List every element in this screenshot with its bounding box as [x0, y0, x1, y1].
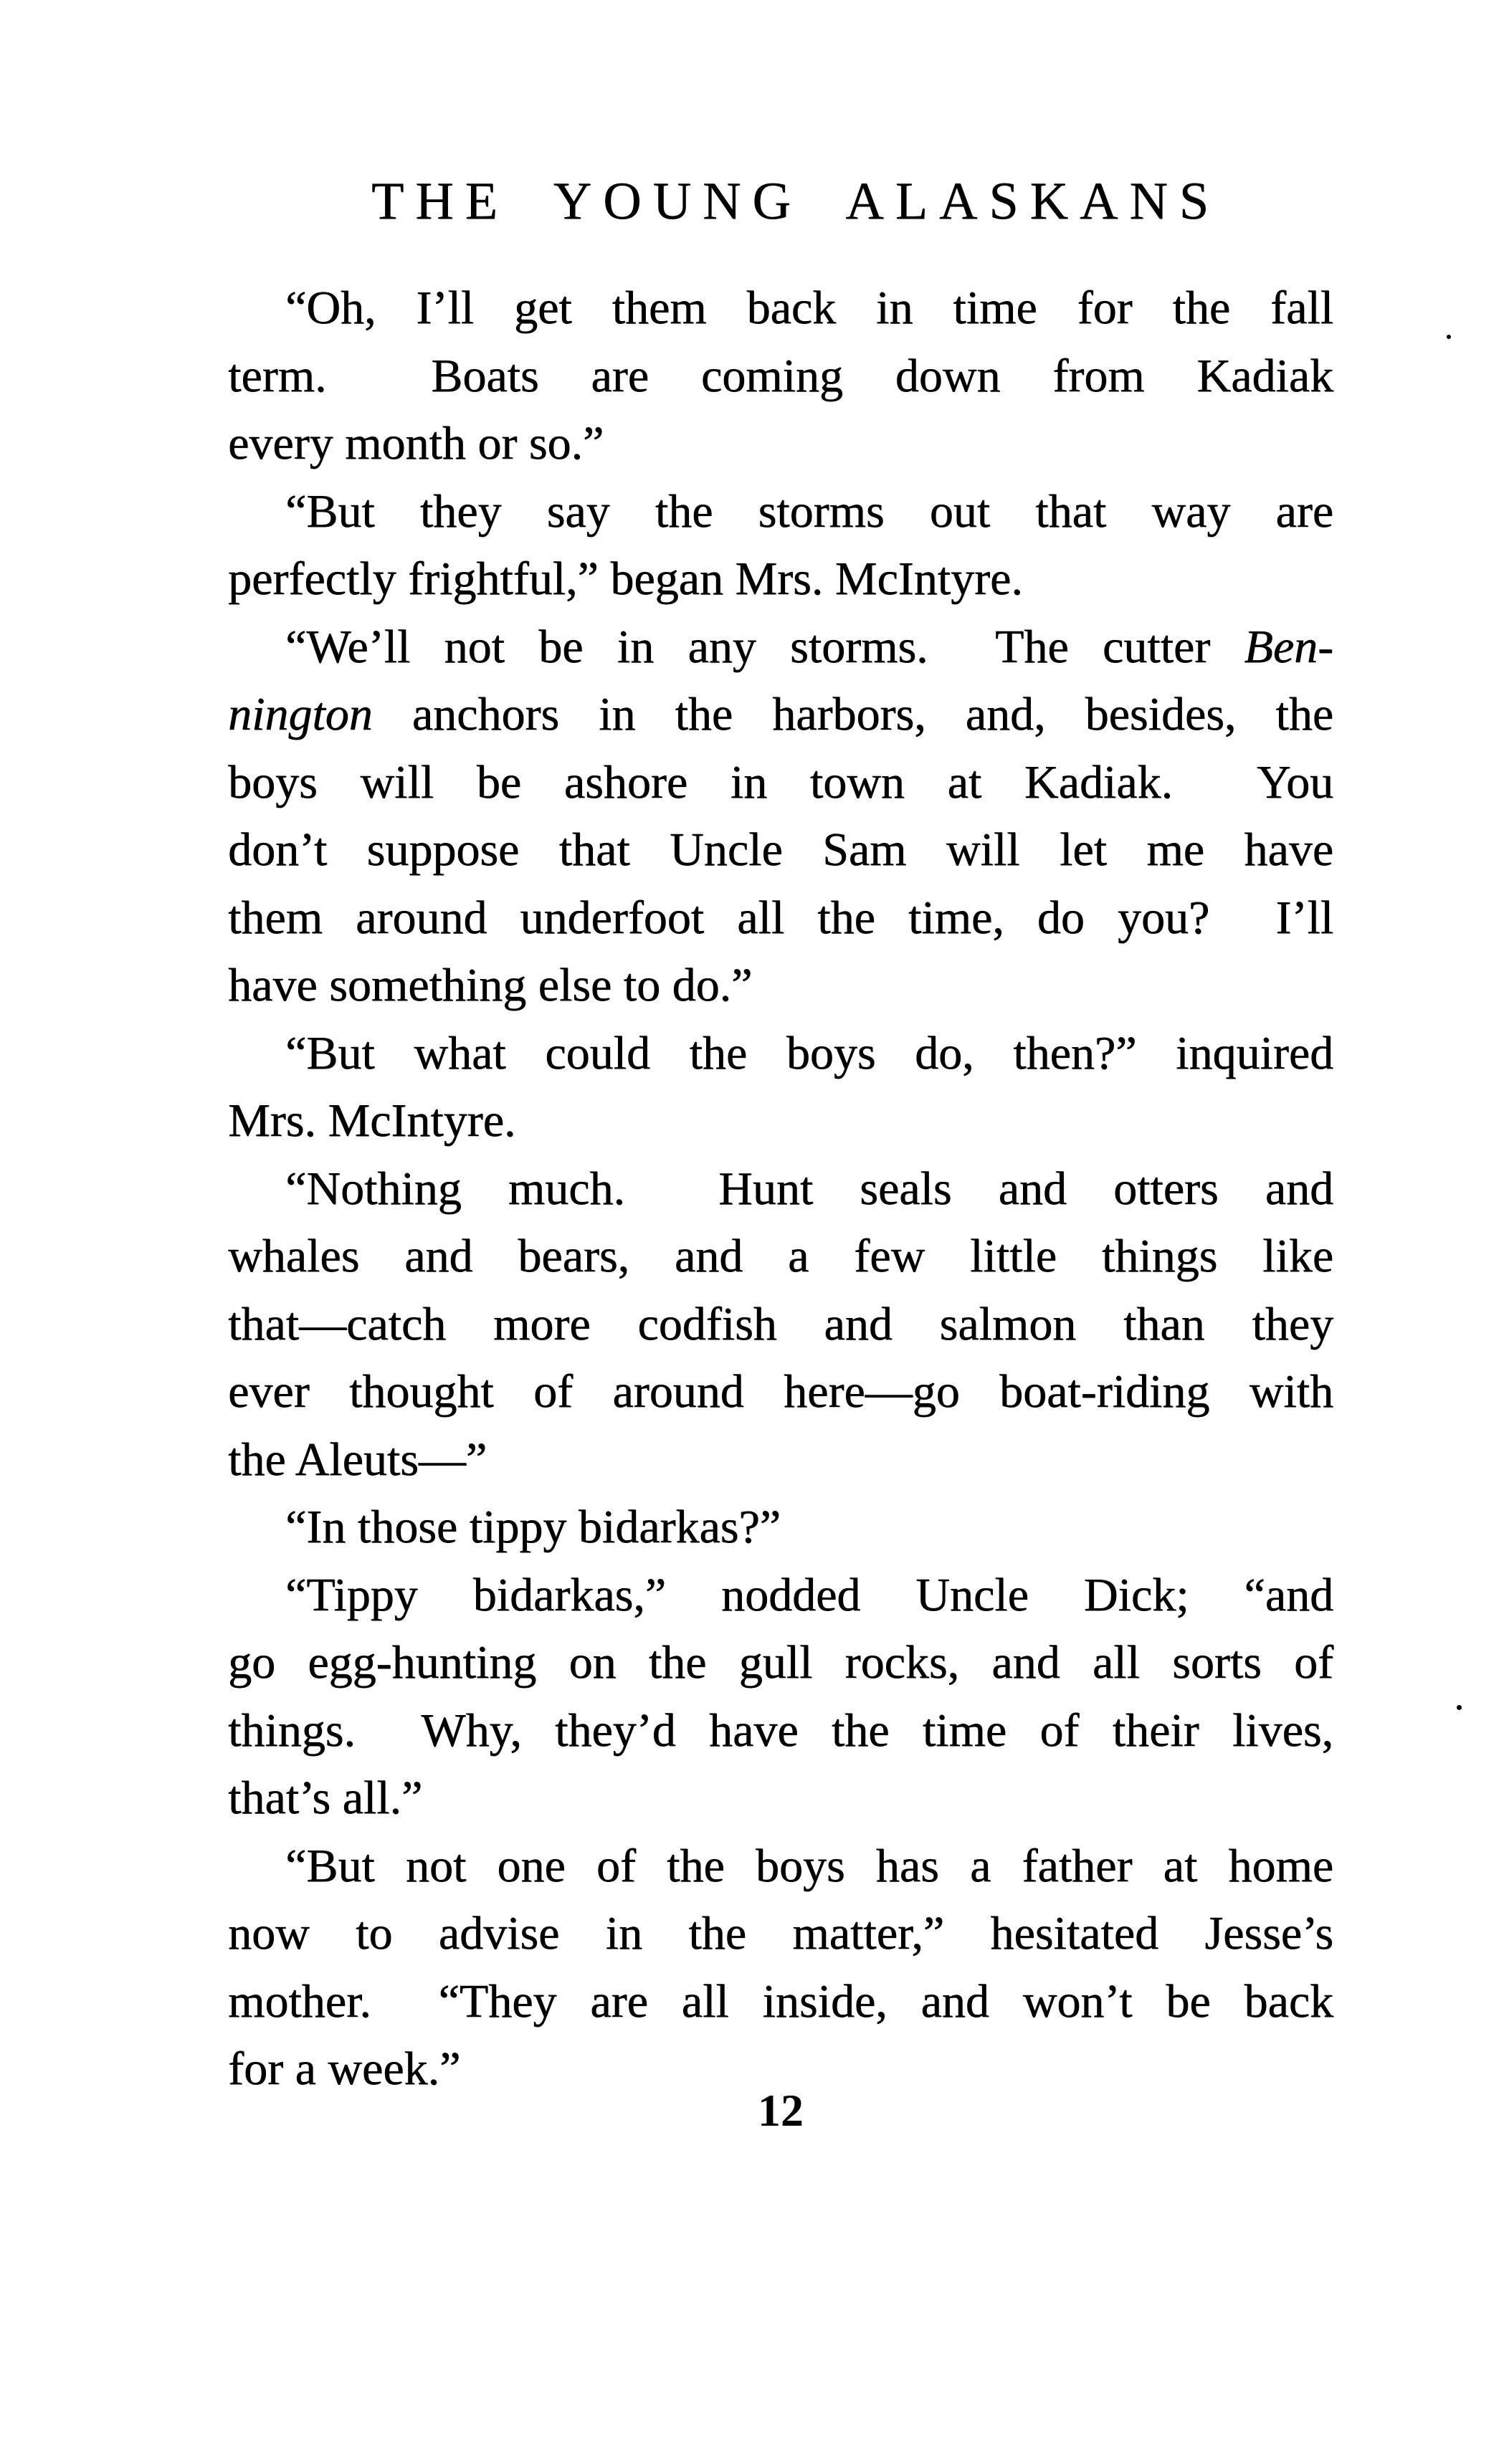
page-number: 12 — [758, 2085, 804, 2136]
text-segment: now to advise in the matter,” hesitated Jesse’s — [228, 1907, 1333, 1959]
text-line — [228, 952, 1333, 1020]
text-line — [228, 478, 1333, 546]
text-line — [228, 613, 1333, 682]
running-head-title: THE YOUNG ALASKANS — [371, 172, 1220, 231]
text-line — [228, 410, 1333, 478]
text-line — [228, 1833, 1333, 1901]
text-segment: things. Why, they’d have the time of their lives, — [228, 1704, 1333, 1757]
text-segment: “In those tippy bidarkas?” — [285, 1501, 781, 1553]
text-segment: “We’ll not be in any storms. The cutter — [285, 620, 1244, 673]
italic-text-segment: nington — [228, 688, 373, 740]
text-line — [228, 1697, 1333, 1765]
text-segment: whales and bears, and a few little things like — [228, 1230, 1333, 1282]
text-line — [228, 1020, 1333, 1088]
italic-text-segment: Ben- — [1244, 620, 1333, 673]
text-segment: “Nothing much. Hunt seals and otters and — [285, 1162, 1333, 1215]
text-segment: the Aleuts—” — [228, 1433, 487, 1486]
text-segment: for a week.” — [228, 2043, 461, 2095]
text-segment: go egg-hunting on the gull rocks, and all sorts of — [228, 1636, 1333, 1689]
text-line — [228, 1087, 1333, 1155]
text-segment: Mrs. McIntyre. — [228, 1094, 516, 1147]
text-line — [228, 1900, 1333, 1968]
text-line — [228, 343, 1333, 411]
text-line — [228, 749, 1333, 817]
text-line — [228, 274, 1333, 343]
text-segment: mother. “They are all inside, and won’t be back — [228, 1974, 1333, 2028]
text-line — [228, 1968, 1333, 2036]
text-segment: perfectly frightful,” began Mrs. McIntyre. — [228, 553, 1023, 605]
text-line — [228, 1562, 1333, 1630]
text-segment: boys will be ashore in town at Kadiak. You — [228, 755, 1333, 808]
text-segment: “Oh, I’ll get them back in time for the fall — [285, 282, 1333, 334]
text-segment: “But what could the boys do, then?” inquired — [285, 1026, 1333, 1079]
text-segment: “But they say the storms out that way are — [285, 484, 1333, 538]
ink-speck — [1447, 335, 1451, 339]
text-line — [228, 545, 1333, 613]
text-line — [228, 1765, 1333, 1833]
text-segment: term. Boats are coming down from Kadiak — [228, 349, 1333, 402]
text-segment: that’s all.” — [228, 1772, 423, 1824]
text-line — [228, 1629, 1333, 1697]
text-line — [228, 884, 1333, 952]
text-line — [228, 1223, 1333, 1291]
text-segment: “But not one of the boys has a father at home — [285, 1839, 1333, 1892]
text-line — [228, 816, 1333, 884]
text-line — [228, 1494, 1333, 1562]
text-line — [228, 1358, 1333, 1426]
text-segment: ever thought of around here—go boat-riding with — [228, 1365, 1333, 1418]
text-segment: anchors in the harbors, and, besides, the — [372, 688, 1333, 740]
text-line — [228, 1426, 1333, 1494]
text-segment: them around underfoot all the time, do you? I’ll — [228, 891, 1333, 944]
text-segment: have something else to do.” — [228, 959, 753, 1011]
text-line — [228, 1155, 1333, 1223]
ink-speck — [1457, 1705, 1462, 1710]
text-segment: “Tippy bidarkas,” nodded Uncle Dick; “and — [285, 1568, 1333, 1621]
text-segment: that—catch more codfish and salmon than they — [228, 1297, 1333, 1350]
text-line — [228, 1291, 1333, 1359]
text-segment: don’t suppose that Uncle Sam will let me have — [228, 823, 1333, 876]
text-segment: every month or so.” — [228, 417, 604, 469]
text-line — [228, 681, 1333, 749]
text-body — [228, 274, 1333, 2104]
